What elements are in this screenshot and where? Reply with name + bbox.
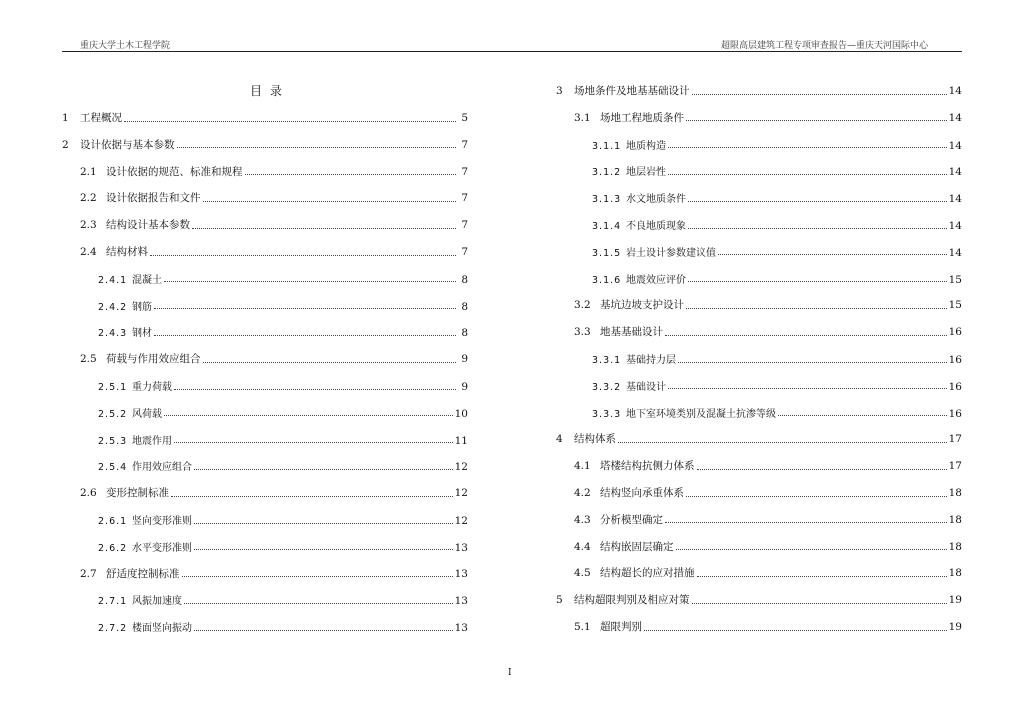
toc-dot-leader <box>665 335 947 336</box>
toc-entry-page: 15 <box>948 299 962 312</box>
toc-entry-number: 2.4.3 <box>98 328 128 340</box>
toc-entry[interactable] <box>80 566 468 582</box>
toc-dot-leader <box>678 362 947 363</box>
toc-entry[interactable] <box>592 244 962 260</box>
toc-entry-title: 结构竖向承重体系 <box>600 487 684 499</box>
toc-entry-title: 地震效应评价 <box>626 274 686 286</box>
toc-entry-title: 水平变形准则 <box>132 542 192 554</box>
toc-entry-page: 16 <box>948 407 962 420</box>
toc-entry-title: 岩土设计参数建议值 <box>626 247 716 259</box>
toc-entry-number: 4.1 <box>574 460 591 473</box>
toc-entry[interactable] <box>574 324 962 340</box>
header-divider <box>62 51 962 52</box>
toc-entry-title: 水文地质条件 <box>626 194 686 206</box>
toc-entry[interactable] <box>62 110 468 126</box>
toc-entry[interactable] <box>80 217 468 233</box>
toc-entry[interactable] <box>98 271 468 287</box>
toc-entry-title: 基坑边坡支护设计 <box>600 299 684 312</box>
toc-entry[interactable] <box>574 539 962 555</box>
toc-entry-page: 5 <box>461 112 468 124</box>
toc-entry-number: 3.1.3 <box>592 194 622 206</box>
toc-entry-number: 2.5.3 <box>98 435 128 447</box>
toc-entry[interactable] <box>80 244 468 260</box>
toc-entry[interactable] <box>592 378 962 394</box>
toc-dot-leader <box>164 415 453 416</box>
header-right-text: 超限高层建筑工程专项审查报告—重庆天河国际中心 <box>720 41 928 51</box>
toc-entry-page: 7 <box>461 165 468 178</box>
toc-entry-number: 2.4.2 <box>98 301 128 313</box>
toc-entry-number: 4 <box>556 433 563 446</box>
toc-dot-leader <box>177 147 457 148</box>
toc-entry-number: 2.1 <box>80 165 97 178</box>
toc-entry-page: 16 <box>948 380 962 393</box>
header-left-text: 重庆大学土木工程学院 <box>80 41 171 51</box>
toc-entry[interactable] <box>574 619 962 635</box>
toc-entry[interactable] <box>98 512 468 528</box>
toc-entry-number: 3.3.1 <box>592 355 622 366</box>
toc-entry[interactable] <box>556 592 962 608</box>
toc-dot-leader <box>778 415 947 416</box>
toc-entry[interactable] <box>80 485 468 501</box>
toc-entry-page: 7 <box>461 219 468 232</box>
toc-entry-number: 3.2 <box>574 299 591 312</box>
toc-entry-page: 18 <box>948 567 962 580</box>
toc-entry-page: 17 <box>948 460 962 473</box>
toc-entry-title: 地基基础设计 <box>600 326 663 339</box>
toc-entry-title: 荷载与作用效应组合 <box>106 353 201 366</box>
toc-dot-leader <box>668 174 947 175</box>
toc-dot-leader <box>676 549 947 550</box>
toc-entry[interactable] <box>80 351 468 367</box>
toc-entry-title: 不良地质现象 <box>626 221 686 232</box>
toc-entry[interactable] <box>592 190 962 206</box>
toc-dot-leader <box>164 281 456 282</box>
toc-entry-page: 9 <box>461 381 468 393</box>
toc-entry-number: 3.1.5 <box>592 247 622 259</box>
toc-entry-page: 7 <box>461 246 468 258</box>
toc-dot-leader <box>203 201 457 202</box>
toc-entry-title: 作用效应组合 <box>132 462 192 474</box>
toc-dot-leader <box>718 254 947 255</box>
toc-dot-leader <box>686 120 947 121</box>
toc-entry-page: 12 <box>454 487 468 500</box>
toc-entry-number: 2.6 <box>80 487 97 500</box>
toc-entry-page: 13 <box>454 595 468 608</box>
toc-entry-title: 分析模型确定 <box>600 513 663 526</box>
toc-entry-number: 4.3 <box>574 513 591 526</box>
toc-entry-number: 2.6.1 <box>98 516 128 527</box>
toc-entry[interactable] <box>98 432 468 448</box>
toc-entry-number: 3.1.1 <box>592 140 622 152</box>
toc-entry-title: 风荷载 <box>132 408 162 420</box>
toc-entry-title: 舒适度控制标准 <box>106 567 180 580</box>
toc-dot-leader <box>192 228 456 229</box>
toc-entry-number: 3.3 <box>574 326 591 339</box>
toc-entry[interactable] <box>592 163 962 179</box>
toc-entry-title: 地下室环境类别及混凝土抗渗等级 <box>626 408 776 420</box>
toc-entry[interactable] <box>592 405 962 421</box>
toc-entry-number: 4.2 <box>574 487 591 499</box>
toc-entry-number: 3.1 <box>574 111 591 124</box>
toc-entry-title: 基础持力层 <box>626 355 676 366</box>
toc-dot-leader <box>688 228 947 229</box>
toc-dot-leader <box>171 496 453 497</box>
toc-dot-leader <box>692 603 947 604</box>
toc-entry-title: 结构超长的应对措施 <box>600 567 695 580</box>
toc-entry[interactable] <box>98 405 468 421</box>
toc-entry-number: 4.5 <box>574 567 591 580</box>
toc-dot-leader <box>697 576 947 577</box>
toc-entry-number: 3.3.3 <box>592 408 622 420</box>
toc-dot-leader <box>154 335 456 336</box>
toc-entry-page: 14 <box>948 246 962 259</box>
toc-entry-title: 结构材料 <box>106 246 148 258</box>
toc-entry-page: 12 <box>454 515 468 527</box>
toc-entry-page: 14 <box>948 166 962 179</box>
toc-entry-title: 地震作用 <box>132 435 172 447</box>
toc-entry-title: 结构超限判别及相应对策 <box>574 594 690 607</box>
toc-entry-number: 2.5 <box>80 353 97 366</box>
toc-entry-title: 设计依据报告和文件 <box>106 192 201 205</box>
toc-dot-leader <box>697 469 947 470</box>
toc-entry-page: 11 <box>454 434 468 447</box>
toc-dot-leader <box>688 201 947 202</box>
toc-entry-number: 2.5.2 <box>98 408 128 420</box>
toc-entry-page: 14 <box>948 111 962 124</box>
toc-title: 目 录 <box>250 84 284 98</box>
toc-entry-page: 8 <box>461 300 468 313</box>
toc-entry[interactable] <box>556 431 962 447</box>
toc-entry-title: 工程概况 <box>80 112 122 124</box>
toc-entry-title: 地层岩性 <box>626 167 666 179</box>
toc-entry[interactable] <box>98 298 468 314</box>
toc-dot-leader <box>668 388 947 389</box>
toc-entry[interactable] <box>592 137 962 153</box>
toc-entry-title: 地质构造 <box>626 140 666 152</box>
toc-dot-leader <box>150 255 456 256</box>
page-number: I <box>508 668 512 678</box>
toc-entry-title: 设计依据的规范、标准和规程 <box>106 165 243 178</box>
toc-entry[interactable] <box>98 324 468 340</box>
toc-entry-page: 18 <box>948 513 962 526</box>
toc-entry-title: 基础设计 <box>626 381 666 393</box>
toc-entry-title: 重力荷载 <box>132 382 172 393</box>
toc-dot-leader <box>688 281 947 282</box>
toc-entry-page: 13 <box>454 567 468 580</box>
toc-dot-leader <box>174 442 453 443</box>
toc-dot-leader <box>203 362 457 363</box>
toc-entry-number: 2.7.1 <box>98 596 128 608</box>
toc-entry-page: 8 <box>461 327 468 340</box>
toc-entry[interactable] <box>592 351 962 367</box>
toc-dot-leader <box>182 576 453 577</box>
toc-dot-leader <box>644 630 947 631</box>
toc-entry[interactable] <box>98 592 468 608</box>
toc-entry-page: 12 <box>454 461 468 474</box>
toc-entry[interactable] <box>574 110 962 126</box>
toc-dot-leader <box>194 549 453 550</box>
toc-entry[interactable] <box>98 378 468 394</box>
toc-entry-title: 设计依据与基本参数 <box>80 138 175 151</box>
toc-dot-leader <box>194 523 453 524</box>
toc-entry-page: 18 <box>948 540 962 553</box>
toc-entry-number: 2.5.1 <box>98 382 128 393</box>
toc-entry-title: 钢材 <box>132 328 152 340</box>
toc-entry-page: 10 <box>454 407 468 420</box>
toc-entry-number: 5.1 <box>574 621 591 633</box>
toc-entry-page: 17 <box>948 433 962 446</box>
toc-dot-leader <box>245 174 457 175</box>
toc-dot-leader <box>184 603 453 604</box>
toc-entry-page: 19 <box>948 594 962 607</box>
toc-entry[interactable] <box>574 512 962 528</box>
toc-entry-title: 场地条件及地基基础设计 <box>574 85 690 97</box>
toc-entry[interactable] <box>62 137 468 153</box>
toc-entry[interactable] <box>574 297 962 313</box>
toc-entry[interactable] <box>574 565 962 581</box>
toc-entry[interactable] <box>574 485 962 501</box>
toc-entry[interactable] <box>592 271 962 287</box>
toc-dot-leader <box>686 496 947 497</box>
toc-dot-leader <box>154 308 456 309</box>
toc-entry-title: 超限判别 <box>600 621 642 633</box>
toc-entry-title: 结构体系 <box>574 433 616 446</box>
toc-entry-title: 塔楼结构抗侧力体系 <box>600 460 695 473</box>
toc-dot-leader <box>618 442 947 443</box>
toc-entry-page: 14 <box>948 193 962 206</box>
toc-entry-title: 混凝土 <box>132 274 162 286</box>
toc-entry[interactable] <box>80 190 468 206</box>
toc-entry-page: 16 <box>948 354 962 366</box>
toc-entry-number: 2.3 <box>80 219 97 232</box>
toc-entry-page: 19 <box>948 621 962 633</box>
toc-dot-leader <box>665 522 947 523</box>
toc-entry-number: 1 <box>62 112 69 124</box>
toc-entry-page: 7 <box>461 192 468 205</box>
toc-entry[interactable] <box>574 458 962 474</box>
toc-entry[interactable] <box>80 164 468 180</box>
toc-dot-leader <box>692 94 947 95</box>
toc-entry-number: 2.6.2 <box>98 542 128 554</box>
toc-entry-title: 变形控制标准 <box>106 487 169 500</box>
toc-dot-leader <box>124 121 456 122</box>
toc-entry-number: 2.5.4 <box>98 462 128 474</box>
toc-entry-number: 5 <box>556 594 563 607</box>
toc-entry-number: 2.4.1 <box>98 274 128 286</box>
toc-entry-page: 9 <box>461 353 468 366</box>
toc-entry-title: 竖向变形准则 <box>132 516 192 527</box>
toc-dot-leader <box>668 147 947 148</box>
toc-dot-leader <box>194 469 453 470</box>
toc-entry-page: 8 <box>461 273 468 286</box>
toc-entry-number: 2.7 <box>80 567 97 580</box>
toc-entry-page: 14 <box>948 85 962 97</box>
toc-entry-number: 2.2 <box>80 192 97 205</box>
toc-entry-number: 2 <box>62 138 69 151</box>
toc-entry-number: 2.7.2 <box>98 623 128 635</box>
toc-entry-page: 15 <box>948 273 962 286</box>
toc-entry[interactable] <box>556 83 962 99</box>
toc-entry-page: 13 <box>454 622 468 635</box>
toc-dot-leader <box>194 630 453 631</box>
toc-entry[interactable] <box>98 619 468 635</box>
toc-entry-number: 3.3.2 <box>592 381 622 393</box>
toc-entry-title: 钢筋 <box>132 301 152 313</box>
toc-entry-title: 场地工程地质条件 <box>600 111 684 124</box>
toc-entry-page: 14 <box>948 139 962 152</box>
toc-dot-leader <box>174 389 456 390</box>
toc-entry-title: 结构设计基本参数 <box>106 219 190 232</box>
toc-entry-page: 18 <box>948 487 962 499</box>
toc-entry-page: 7 <box>461 138 468 151</box>
toc-entry-number: 4.4 <box>574 540 591 553</box>
toc-entry[interactable] <box>98 539 468 555</box>
toc-entry-number: 3 <box>556 85 563 97</box>
toc-entry-page: 14 <box>948 220 962 232</box>
toc-entry-number: 3.1.2 <box>592 167 622 179</box>
toc-entry[interactable] <box>98 458 468 474</box>
toc-entry-number: 3.1.4 <box>592 221 622 232</box>
toc-entry[interactable] <box>592 217 962 233</box>
toc-entry-title: 楼面竖向振动 <box>132 623 192 635</box>
toc-entry-title: 风振加速度 <box>132 596 182 608</box>
toc-entry-number: 2.4 <box>80 246 97 258</box>
toc-entry-page: 13 <box>454 541 468 554</box>
toc-entry-title: 结构嵌固层确定 <box>600 540 674 553</box>
toc-entry-number: 3.1.6 <box>592 274 622 286</box>
toc-entry-page: 16 <box>948 326 962 339</box>
toc-dot-leader <box>686 308 947 309</box>
